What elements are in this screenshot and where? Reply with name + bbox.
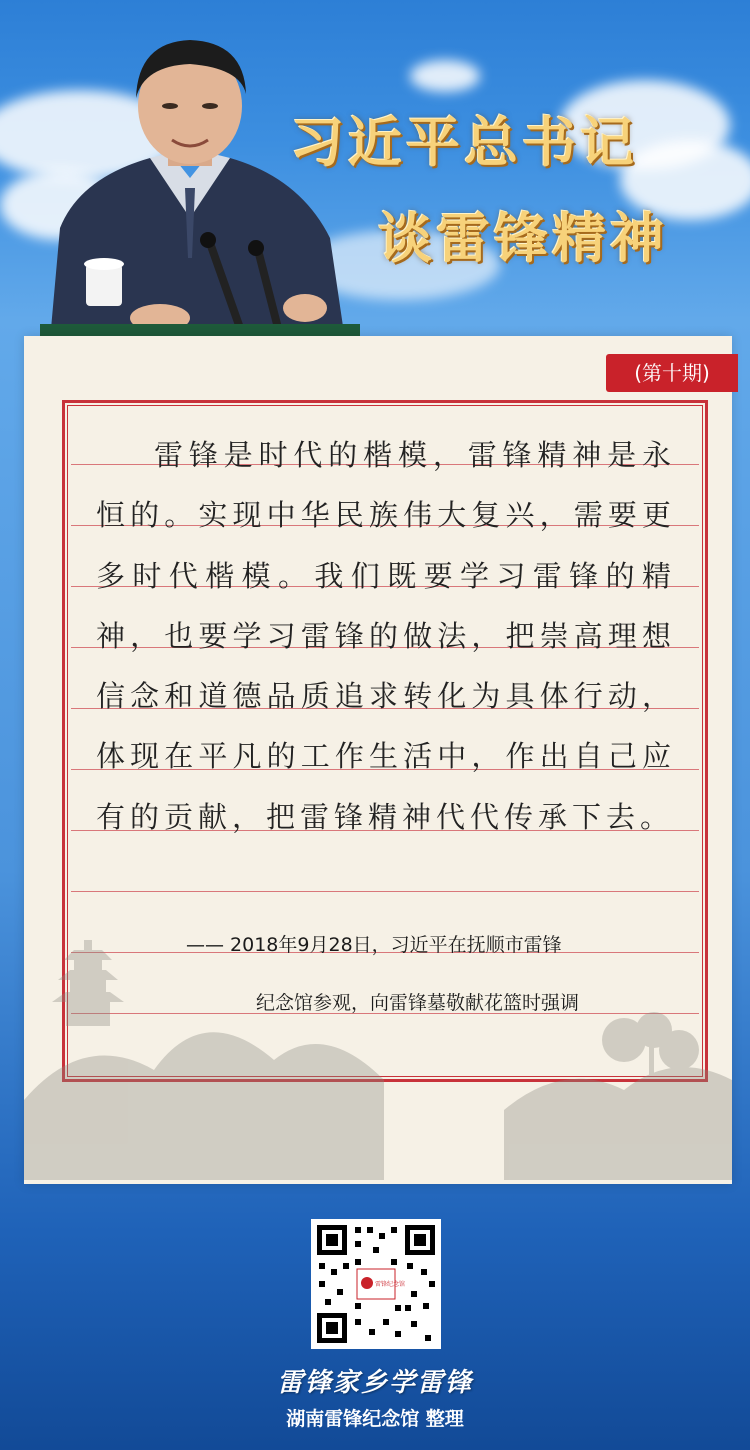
qr-code[interactable] [311,1219,441,1349]
quote-text: 雷锋是时代的楷模，雷锋精神是永恒的。实现中华民族伟大复兴，需要更多时代楷模。我们既要学习雷锋的精神，也要学习雷锋的做法，把崇高理想信念和道德品质追求转化为具体行动，体现在平凡的工作生活中，作出自己应有的贡献，把雷锋精神代代传承下去。 [96,438,676,834]
title-line-2: 谈雷锋精神 [378,206,668,270]
speaker-portrait [40,28,360,340]
cloud-decoration [410,60,480,92]
source-line-2: 纪念馆参观，向雷锋墓敬献花篮时强调 [256,992,580,1014]
source-line-1: —— 2018年9月28日，习近平在抚顺市雷锋 [186,934,562,956]
qr-logo-label: 雷锋纪念馆 [375,1281,406,1288]
ink-landscape-decoration [24,880,732,1180]
footer-credit: 湖南雷锋纪念馆 整理 [286,1408,464,1430]
title-line-1: 习近平总书记 [290,110,638,174]
issue-badge: (第十期) [606,354,738,392]
footer-slogan: 雷锋家乡学雷锋 [276,1368,473,1398]
